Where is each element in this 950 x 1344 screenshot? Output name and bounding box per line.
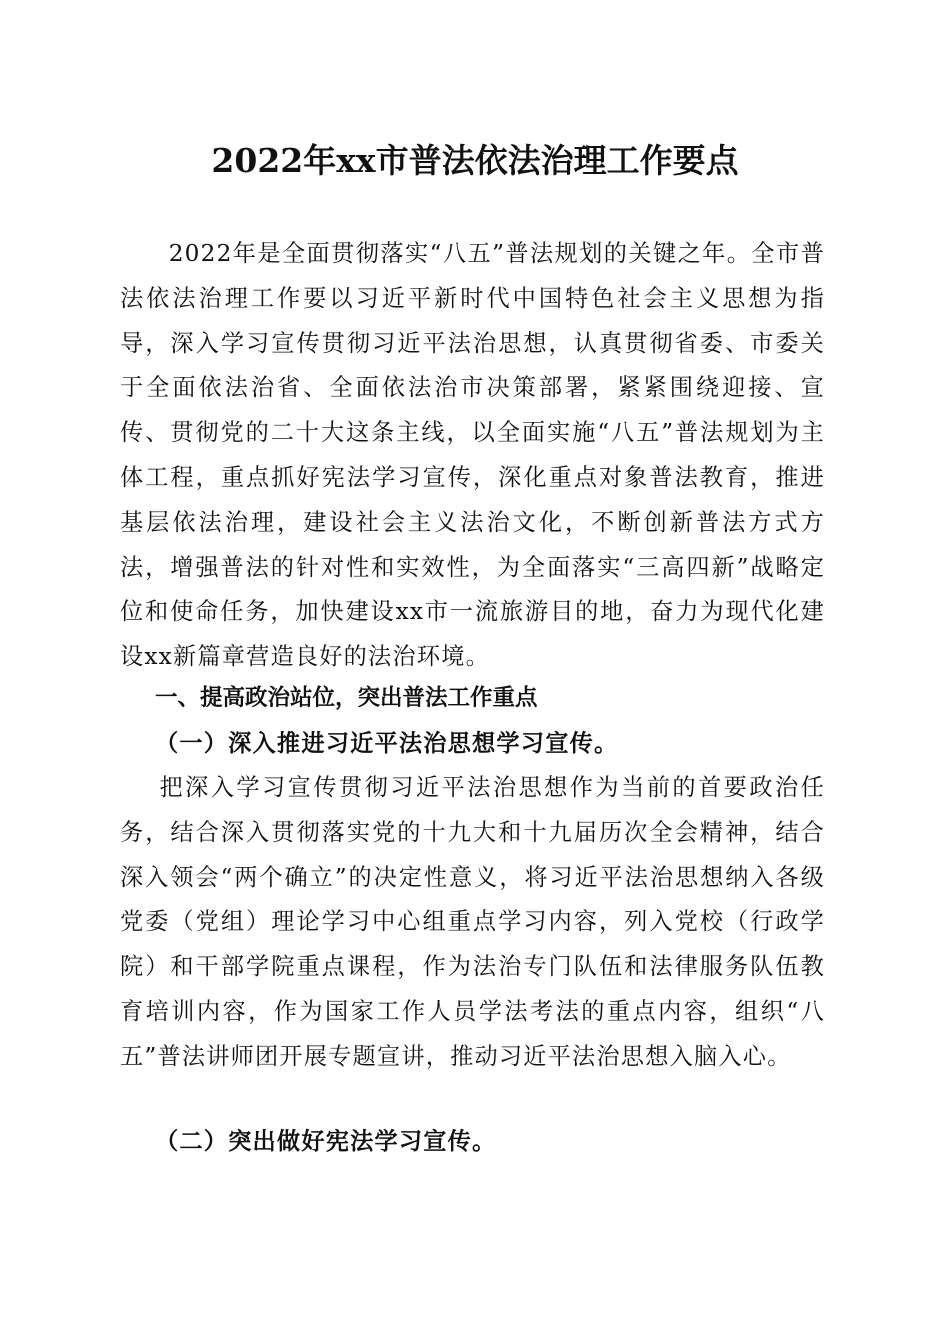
- subsection-1-heading: （一）深入推进习近平法治思想学习宣传。: [155, 730, 619, 757]
- subsection-2-heading: （二）突出做好宪法学习宣传。: [155, 1128, 497, 1155]
- intro-paragraph: 2022年是全面贯彻落实“八五”普法规划的关键之年。全市普法依法治理工作要以习近平新时代中国特色社会主义思想为指导，深入学习宣传贯彻习近平法治思想，认真贯彻省委、市委关于全面依法治省、全面依法治市决策部署，紧紧围绕迎接、宣传、贯彻党的二十大这条主线，以全面实施“八五”普法规划为主体工程，重点抓好宪法学习宣传，深化重点对象普法教育，推进基层依法治理，建设社会主义法治文化，不断创新普法方式方法，增强普法的针对性和实效性，为全面落实“三高四新”战略定位和使命任务，加快建设xx市一流旅游目的地，奋力为现代化建设xx新篇章营造良好的法治环境。: [120, 240, 825, 671]
- section-1-heading: 一、提高政治站位，突出普法工作重点: [155, 685, 538, 711]
- document-title: 2022年xx市普法依法治理工作要点: [211, 141, 739, 180]
- subsection-1-paragraph: 把深入学习宣传贯彻习近平法治思想作为当前的首要政治任务，结合深入贯彻落实党的十九大和十九届历次全会精神，结合深入领会“两个确立”的决定性意义，将习近平法治思想纳入各级党委（党组）理论学习中心组重点学习内容，列入党校（行政学院）和干部学院重点课程，作为法治专门队伍和法律服务队伍教育培训内容，作为国家工作人员学法考法的重点内容，组织“八五”普法讲师团开展专题宣讲，推动习近平法治思想入脑入心。: [120, 774, 825, 1070]
